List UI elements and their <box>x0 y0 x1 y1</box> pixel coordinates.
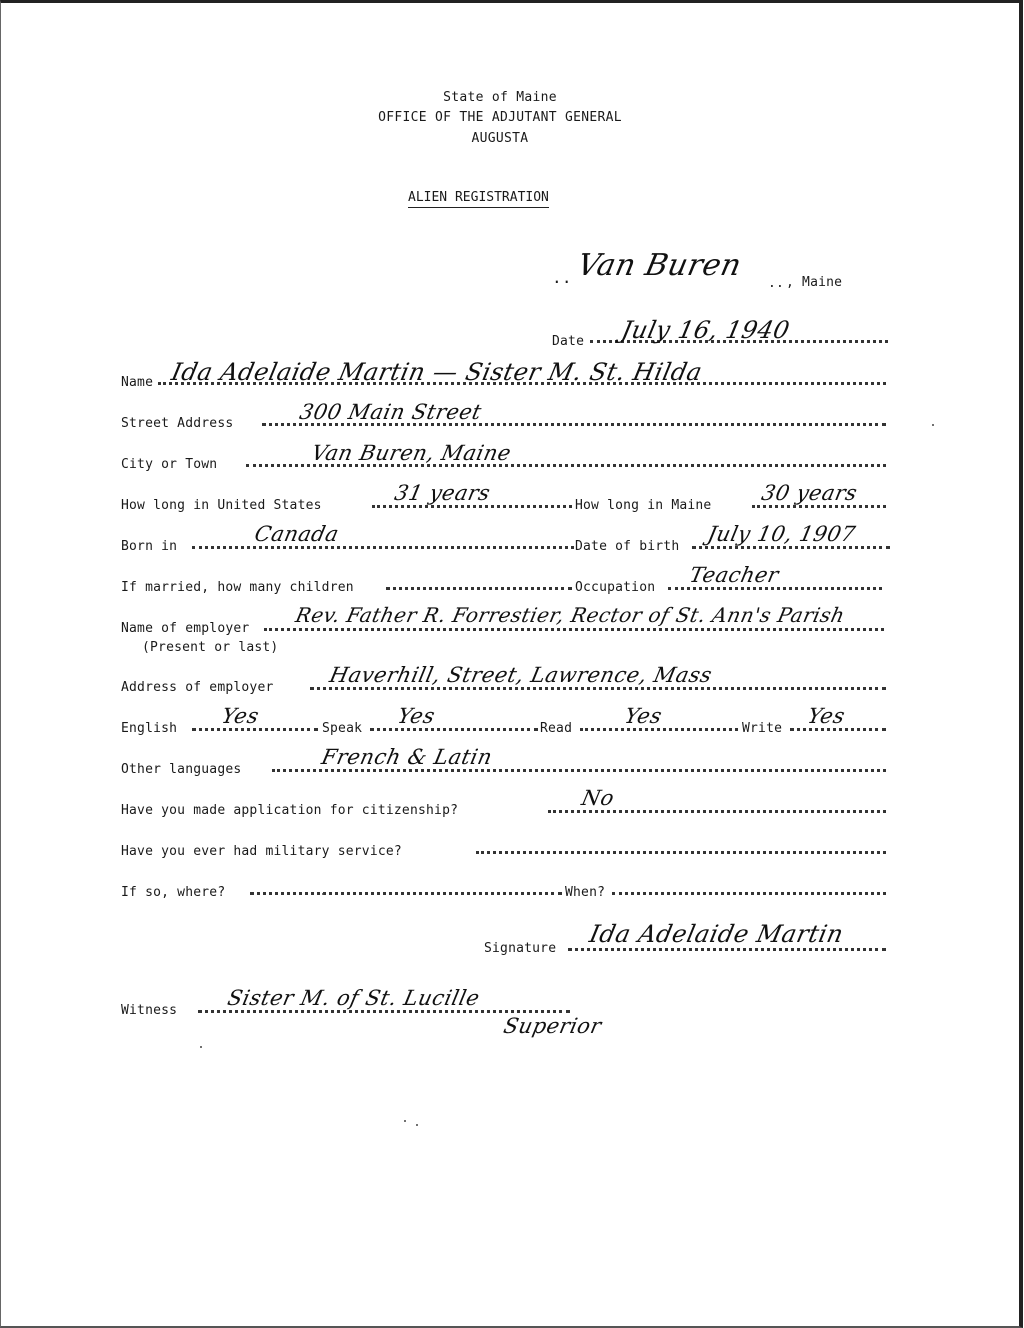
employer-dots <box>264 628 884 631</box>
employer-sublabel: (Present or last) <box>142 640 279 655</box>
dob-dots <box>692 546 890 549</box>
header-state: State of Maine <box>443 90 557 105</box>
employer-value: Rev. Father R. Forrestier, Rector of St. Ann's Parish <box>293 603 848 627</box>
years-me-label: How long in Maine <box>575 498 712 513</box>
years-us-value: 31 years <box>392 481 493 505</box>
born-value: Canada <box>252 522 342 546</box>
years-me-value: 30 years <box>759 481 860 505</box>
years-us-dots <box>372 505 572 508</box>
born-dots <box>192 546 574 549</box>
where-label: If so, where? <box>121 885 226 900</box>
street-label: Street Address <box>121 416 234 431</box>
children-label: If married, how many children <box>121 580 354 595</box>
other-lang-label: Other languages <box>121 762 242 777</box>
speck <box>200 1046 202 1048</box>
occupation-label: Occupation <box>575 580 656 595</box>
english-label: English <box>121 721 178 736</box>
other-lang-dots <box>272 769 886 772</box>
speck <box>932 424 934 426</box>
witness-note: Superior <box>501 1014 604 1038</box>
speck <box>322 893 324 895</box>
years-us-label: How long in United States <box>121 498 322 513</box>
form-title: ALIEN REGISTRATION <box>408 190 549 208</box>
write-value: Yes <box>805 704 848 728</box>
employer-addr-value: Haverhill, Street, Lawrence, Mass <box>327 663 715 687</box>
place-dots: .. <box>552 268 572 287</box>
other-lang-value: French & Latin <box>319 745 495 769</box>
signature-value: Ida Adelaide Martin <box>587 920 847 948</box>
write-label: Write <box>742 721 783 736</box>
header-office: OFFICE OF THE ADJUTANT GENERAL <box>378 110 622 125</box>
children-dots <box>386 587 572 590</box>
citizenship-label: Have you made application for citizenship? <box>121 803 459 818</box>
occupation-value: Teacher <box>687 563 782 587</box>
read-dots <box>580 728 738 731</box>
place-suffix-dots: .. <box>768 276 785 291</box>
date-value: July 16, 1940 <box>619 316 793 344</box>
write-dots <box>790 728 886 731</box>
witness-dots <box>198 1010 570 1013</box>
military-dots <box>476 851 886 854</box>
english-value: Yes <box>219 704 262 728</box>
signature-label: Signature <box>484 941 557 956</box>
speak-label: Speak <box>322 721 363 736</box>
header-city: AUGUSTA <box>471 131 529 146</box>
employer-addr-dots <box>310 687 886 690</box>
name-value: Ida Adelaide Martin — Sister M. St. Hilda <box>169 358 705 386</box>
english-dots <box>192 728 318 731</box>
witness-label: Witness <box>121 1003 178 1018</box>
employer-label: Name of employer <box>121 621 250 636</box>
place-town: Van Buren <box>574 248 745 283</box>
citizenship-value: No <box>579 786 617 810</box>
read-value: Yes <box>622 704 665 728</box>
street-value: 300 Main Street <box>297 400 484 424</box>
speck <box>416 1124 418 1126</box>
city-label: City or Town <box>121 457 218 472</box>
read-label: Read <box>540 721 573 736</box>
employer-addr-label: Address of employer <box>121 680 274 695</box>
speak-dots <box>370 728 538 731</box>
born-label: Born in <box>121 539 178 554</box>
witness-value: Sister M. of St. Lucille <box>225 986 482 1010</box>
years-me-dots <box>752 505 886 508</box>
where-dots <box>250 892 562 895</box>
signature-dots <box>568 948 886 951</box>
place-suffix: , Maine <box>786 275 843 290</box>
speak-value: Yes <box>395 704 438 728</box>
when-dots <box>612 892 886 895</box>
name-label: Name <box>121 375 154 390</box>
dob-value: July 10, 1907 <box>705 522 858 546</box>
when-label: When? <box>565 885 606 900</box>
speck <box>404 1120 406 1122</box>
city-value: Van Buren, Maine <box>309 441 514 465</box>
dob-label: Date of birth <box>575 539 680 554</box>
occupation-dots <box>668 587 882 590</box>
date-label: Date <box>552 334 585 349</box>
military-label: Have you ever had military service? <box>121 844 402 859</box>
citizenship-dots <box>548 810 886 813</box>
